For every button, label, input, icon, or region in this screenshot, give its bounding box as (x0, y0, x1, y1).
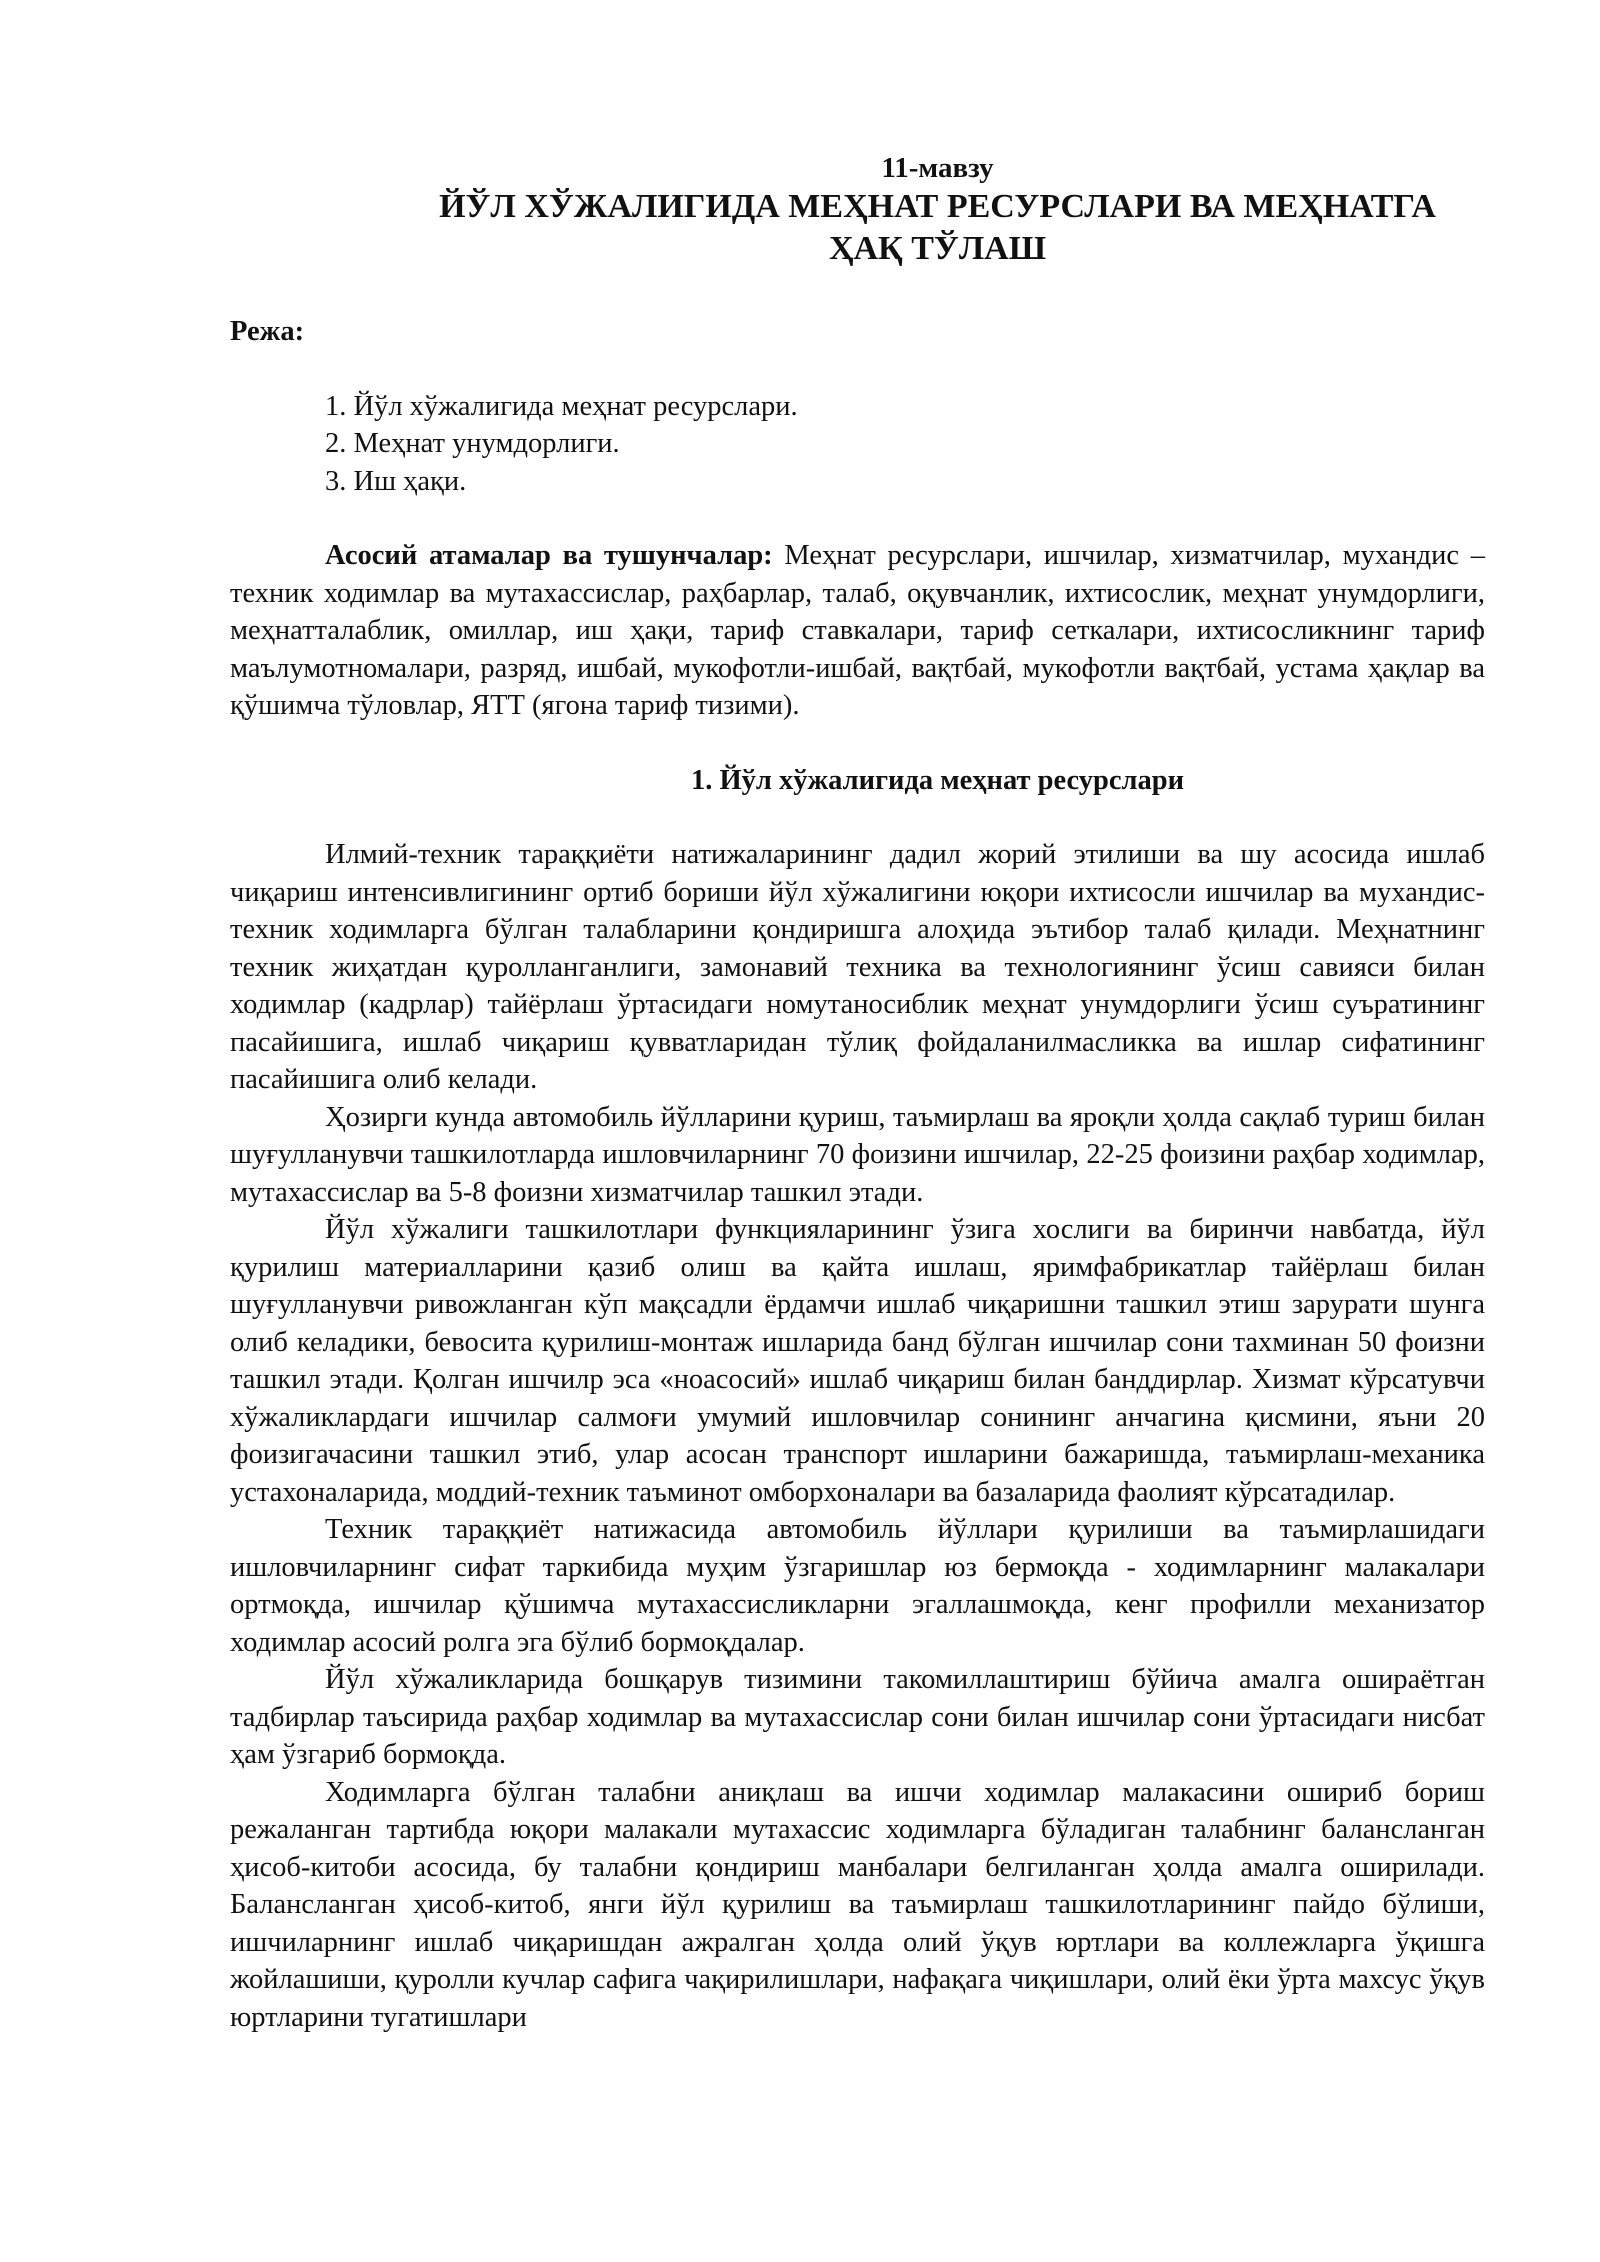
plan-item: 2. Меҳнат унумдорлиги. (325, 428, 620, 459)
plan-list (230, 388, 1485, 501)
key-terms-text: Меҳнат ресурслари, ишчилар, хизматчилар, мухандис – техник ходимлар ва мутахассислар, раҳбарлар, талаб, оқувчанлик, ихтисослик, меҳнат унумдорлиги, меҳнатталаблик, омиллар, иш ҳақи, тариф ставкалари, тариф сеткалари, ихтисосликнинг тариф маълумотномалари, разряд, ишбай, мукофотли-ишбай, вақтбай, мукофотли вақтбай, устама ҳақлар ва қўшимча тўловлар, ЯТТ (ягона тариф тизими). (230, 540, 1485, 721)
document-title (230, 186, 1485, 270)
body-paragraph: Ҳозирги кунда автомобиль йўлларини қуриш, таъмирлаш ва яроқли ҳолда сақлаб туриш билан шуғулланувчи ташкилотларда ишловчиларнинг 70 фоизини ишчилар, 22-25 фоизини раҳбар ходимлар, мутахассислар ва 5-8 фоизни хизматчилар ташкил этади. (230, 1101, 1485, 1208)
plan-item: 1. Йўл хўжалигида меҳнат ресурслари. (325, 390, 798, 422)
plan-item: 3. Иш ҳақи. (325, 465, 467, 497)
body-paragraph: Ходимларга бўлган талабни аниқлаш ва ишчи ходимлар малакасини ошириб бориш режаланган тартибда юқори малакали мутахассис ходимларга бўладиган талабнинг балансланган ҳисоб-китоби асосида, бу талабни қондириш манбалари белгиланган ҳолда амалга оширилади. Балансланган ҳисоб-китоб, янги йўл қурилиш ва таъмирлаш ташкилотларининг пайдо бўлиши, ишчиларнинг ишлаб чиқаришдан ажралган ҳолда олий ўқув юртлари ва коллежларга ўқишга жойлашиши, қуролли кучлар сафига чақирилишлари, нафақага чиқишлари, олий ёки ўрта махсус ўқув юртларини тугатишлари (230, 1776, 1485, 2033)
body-paragraph: Йўл хўжалиги ташкилотлари функцияларининг ўзига хослиги ва биринчи навбатда, йўл қурилиш материалларини қазиб олиш ва қайта ишлаш, яримфабрикатлар тайёрлаш билан шуғулланувчи ривожланган кўп мақсадли ёрдамчи ишлаб чиқаришни ташкил этиш зарурати шунга олиб келадики, бевосита қурилиш-монтаж ишларида банд бўлган ишчилар сони тахминан 50 фоизни ташкил этади. Қолган ишчилр эса «ноасосий» ишлаб чиқариш билан банддирлар. Хизмат кўрсатувчи хўжаликлардаги ишчилар салмоғи умумий ишловчилар сонининг анчагина қисмини, яъни 20 фоизигачасини ташкил этиб, улар асосан транспорт ишларини бажаришда, таъмирлаш-механика устахоналарида, моддий-техник таъминот омборхоналари ва базаларида фаолият кўрсатадилар. (230, 1214, 1485, 1508)
plan-heading: Режа: (230, 316, 305, 347)
section-heading: 1. Йўл хўжалигида меҳнат ресурслари (690, 764, 1185, 796)
key-terms-lead: Асосий атамалар ва тушунчалар: (325, 540, 773, 571)
body-text (230, 836, 1485, 2036)
body-paragraph: Йўл хўжаликларида бошқарув тизимини такомиллаштириш бўйича амалга ошираётган тадбирлар таъсирида раҳбар ходимлар ва мутахассислар сони билан ишчилар сони ўртасидаги нисбат ҳам ўзгариб бормоқда. (230, 1664, 1485, 1770)
title-line-2: ҲАҚ ТЎЛАШ (828, 230, 1047, 267)
key-terms-paragraph (230, 537, 1485, 725)
body-paragraph: Техник тараққиёт натижасида автомобиль йўллари қурилиши ва таъмирлашидаги ишловчиларнинг сифат таркибида муҳим ўзгаришлар юз бермоқда - ходимларнинг малакалари ортмоқда, ишчилар қўшимча мутахассисликларни эгаллашмоқда, кенг профилли механизатор ходимлар асосий ролга эга бўлиб бормоқдалар. (230, 1514, 1485, 1658)
title-line-1: ЙЎЛ ХЎЖАЛИГИДА МЕҲНАТ РЕСУРСЛАРИ ВА МЕҲНАТГА (439, 188, 1436, 225)
topic-number: 11-мавзу (881, 152, 994, 184)
document-page (230, 150, 1485, 2036)
body-paragraph: Илмий-техник тараққиёти натижаларининг дадил жорий этилиши ва шу асосида ишлаб чиқариш интенсивлигининг ортиб бориши йўл хўжалигини юқори ихтисосли ишчилар ва мухандис-техник ходимларга бўлган талабларини қондиришга алоҳида эътибор талаб қилади. Меҳнатнинг техник жиҳатдан қуролланганлиги, замонавий техника ва технологиянинг ўсиш савияси билан ходимлар (кадрлар) тайёрлаш ўртасидаги номутаносиблик меҳнат унумдорлиги ўсиш суъратининг пасайишига, ишлаб чиқариш қувватларидан тўлиқ фойдаланилмасликка ва ишлар сифатининг пасайишига олиб келади. (230, 839, 1485, 1095)
